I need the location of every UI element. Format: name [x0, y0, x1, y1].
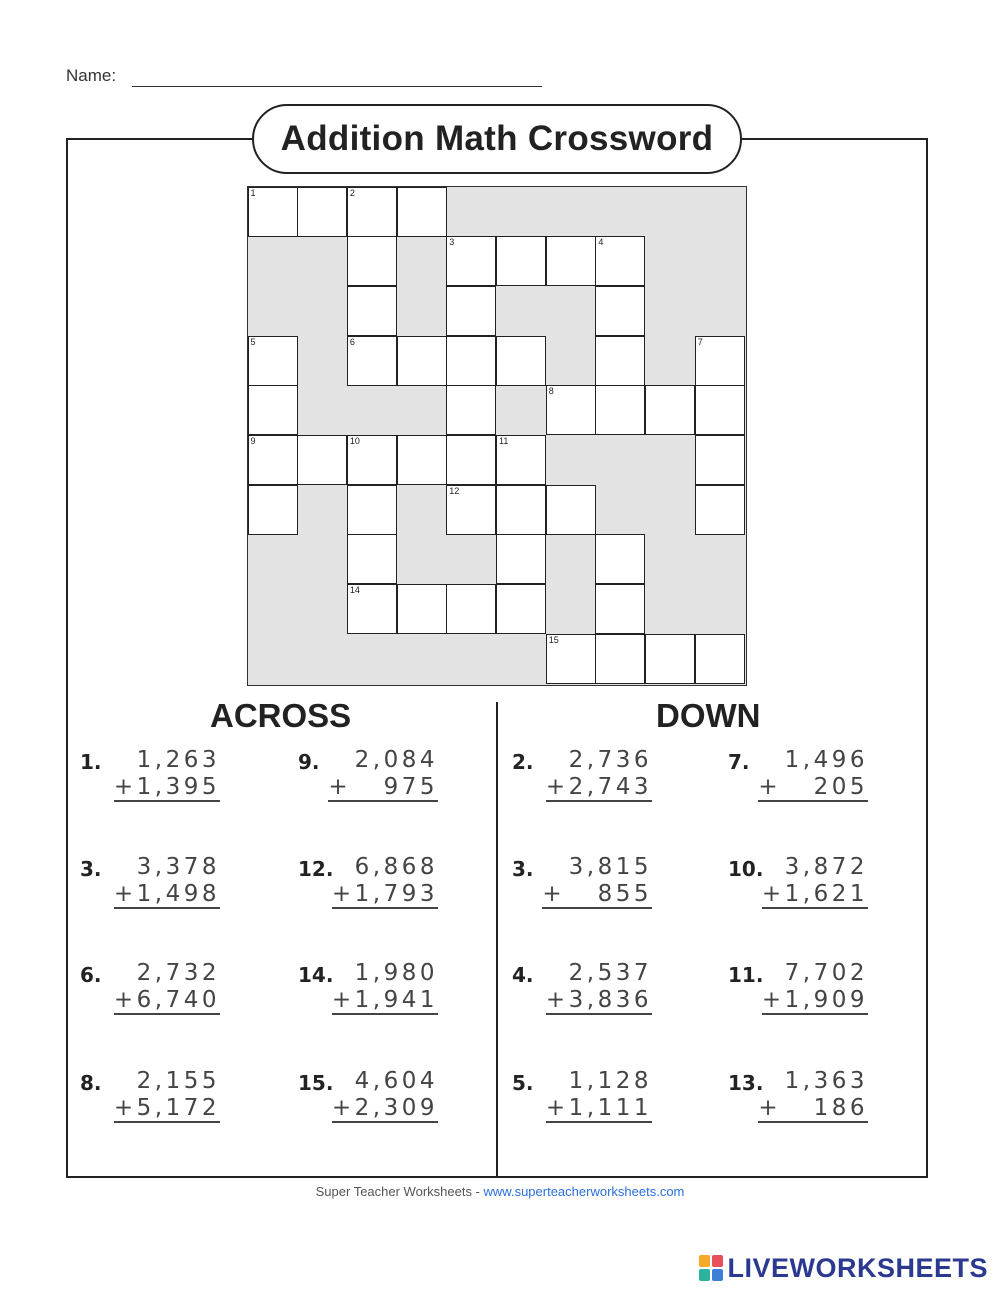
column-divider	[496, 702, 498, 1178]
grid-cell[interactable]	[248, 336, 298, 386]
logo-square-icon	[712, 1269, 723, 1281]
addend-top: 3,872	[784, 854, 868, 880]
grid-cell[interactable]	[496, 534, 546, 584]
grid-cell[interactable]	[446, 584, 496, 634]
grid-cell[interactable]	[546, 236, 596, 286]
grid-cell[interactable]	[695, 634, 745, 684]
addend-top: 2,736	[568, 747, 652, 773]
clue-number: 3.	[80, 857, 102, 881]
cell-number: 5	[250, 336, 256, 347]
clue	[80, 854, 250, 919]
grid-cell[interactable]	[695, 385, 745, 435]
clue-number: 15.	[298, 1071, 334, 1095]
cell-number: 2	[349, 187, 355, 198]
grid-cell[interactable]	[595, 584, 645, 634]
addend-top: 4,604	[354, 1068, 438, 1094]
grid-cell[interactable]	[397, 336, 447, 386]
clue-number: 11.	[728, 963, 764, 987]
cell-number: 9	[250, 436, 256, 446]
footer-source: Super Teacher Worksheets -	[315, 1184, 484, 1199]
logo-square-icon	[699, 1255, 710, 1267]
addend-bottom: +1,909	[761, 987, 868, 1013]
clue-number: 7.	[728, 750, 750, 774]
clue	[80, 747, 250, 812]
grid-cell[interactable]	[695, 435, 745, 485]
clue-number: 10.	[728, 857, 764, 881]
grid-cell[interactable]	[248, 187, 298, 237]
grid-cell[interactable]	[347, 336, 397, 386]
addend-top: 1,496	[784, 747, 868, 773]
grid-cell[interactable]	[595, 336, 645, 386]
addend-bottom: +1,395	[113, 774, 220, 800]
clue-number: 4.	[512, 963, 534, 987]
logo-text: LIVEWORKSHEETS	[727, 1252, 988, 1283]
grid-cell[interactable]	[645, 385, 695, 435]
logo-square-icon	[712, 1255, 723, 1267]
addend-bottom: + 975	[328, 774, 438, 800]
addend-bottom: +5,172	[113, 1095, 220, 1121]
addend-top: 7,702	[784, 960, 868, 986]
down-heading: DOWN	[656, 697, 761, 734]
addend-top: 3,378	[136, 854, 220, 880]
grid-cell[interactable]	[397, 435, 447, 485]
clue	[298, 1068, 468, 1133]
clue	[728, 960, 898, 1025]
addend-top: 3,815	[568, 854, 652, 880]
footer-link[interactable]: www.superteacherworksheets.com	[483, 1184, 685, 1199]
footer	[0, 1184, 1000, 1199]
addend-top: 2,084	[354, 747, 438, 773]
addend-bottom: +6,740	[113, 987, 220, 1013]
name-label: Name:	[66, 66, 117, 85]
grid-cell[interactable]	[397, 584, 447, 634]
grid-cell[interactable]	[595, 634, 645, 684]
grid-cell[interactable]	[248, 485, 298, 535]
clue	[728, 854, 898, 919]
clue	[512, 854, 682, 919]
grid-cell[interactable]	[496, 485, 546, 535]
grid-cell[interactable]	[347, 187, 397, 237]
page-title: Addition Math Crossword	[280, 119, 714, 158]
grid-cell[interactable]	[397, 187, 447, 237]
grid-cell[interactable]	[546, 634, 596, 684]
grid-cell[interactable]	[446, 485, 496, 535]
grid-cell[interactable]	[546, 485, 596, 535]
liveworksheets-icon	[699, 1255, 723, 1281]
grid-cell[interactable]	[446, 236, 496, 286]
clue-number: 12.	[298, 857, 334, 881]
grid-cell[interactable]	[645, 634, 695, 684]
grid-cell[interactable]	[297, 187, 347, 237]
addend-top: 2,155	[136, 1068, 220, 1094]
clue-number: 1.	[80, 750, 102, 774]
grid-cell[interactable]	[595, 286, 645, 336]
grid-cell[interactable]	[496, 236, 546, 286]
logo-square-icon	[699, 1269, 710, 1281]
clue-number: 3.	[512, 857, 534, 881]
liveworksheets-logo[interactable]	[699, 1252, 988, 1284]
cell-number: 8	[548, 386, 554, 397]
addend-bottom: +2,743	[545, 774, 652, 800]
addend-bottom: +1,793	[331, 881, 438, 907]
grid-cell[interactable]	[546, 385, 596, 435]
grid-cell[interactable]	[496, 435, 546, 485]
clue	[80, 960, 250, 1025]
clue-number: 14.	[298, 963, 334, 987]
grid-cell[interactable]	[347, 236, 397, 286]
clue-number: 2.	[512, 750, 534, 774]
grid-cell[interactable]	[347, 534, 397, 584]
across-heading: ACROSS	[210, 697, 352, 734]
grid-cell[interactable]	[446, 435, 496, 485]
grid-cell[interactable]	[347, 435, 397, 485]
cell-number: 14	[349, 585, 360, 596]
clue	[512, 960, 682, 1025]
addend-bottom: +2,309	[331, 1095, 438, 1121]
grid-cell[interactable]	[695, 485, 745, 535]
grid-cell[interactable]	[248, 435, 298, 485]
grid-cell[interactable]	[496, 584, 546, 634]
cell-number: 1	[250, 187, 256, 198]
addend-bottom: + 855	[542, 881, 652, 907]
clue-number: 6.	[80, 963, 102, 987]
grid-cell[interactable]	[446, 286, 496, 336]
clue-number: 8.	[80, 1071, 102, 1095]
clue-number: 9.	[298, 750, 320, 774]
clue	[512, 1068, 682, 1133]
addend-bottom: +3,836	[545, 987, 652, 1013]
clue	[298, 854, 468, 919]
cell-number: 7	[697, 336, 703, 347]
addend-top: 6,868	[354, 854, 438, 880]
cell-number: 4	[598, 237, 604, 248]
cell-number: 12	[449, 485, 460, 496]
clue	[728, 747, 898, 812]
addend-bottom: +1,941	[331, 987, 438, 1013]
addend-bottom: +1,111	[545, 1095, 652, 1121]
cell-number: 10	[349, 436, 360, 446]
grid-cell[interactable]	[297, 435, 347, 485]
clue	[512, 747, 682, 812]
clue	[728, 1068, 898, 1133]
addend-top: 1,980	[354, 960, 438, 986]
cell-number: 11	[499, 436, 509, 446]
addend-top: 1,128	[568, 1068, 652, 1094]
grid-cell[interactable]	[695, 336, 745, 386]
addend-top: 1,263	[136, 747, 220, 773]
cell-number: 6	[349, 336, 355, 347]
addend-bottom: + 186	[758, 1095, 868, 1121]
addend-bottom: + 205	[758, 774, 868, 800]
grid-cell[interactable]	[347, 485, 397, 535]
addend-bottom: +1,498	[113, 881, 220, 907]
grid-cell[interactable]	[347, 286, 397, 336]
grid-cell[interactable]	[446, 385, 496, 435]
crossword-grid	[247, 186, 747, 686]
name-line[interactable]	[132, 86, 542, 87]
grid-cell[interactable]	[595, 236, 645, 286]
clue	[298, 960, 468, 1025]
cell-number: 3	[449, 237, 455, 248]
addend-bottom: +1,621	[761, 881, 868, 907]
clue	[298, 747, 468, 812]
title-box	[252, 104, 742, 174]
grid-cell[interactable]	[248, 385, 298, 435]
grid-cell[interactable]	[595, 385, 645, 435]
clue-number: 13.	[728, 1071, 764, 1095]
grid-cell[interactable]	[347, 584, 397, 634]
addend-top: 1,363	[784, 1068, 868, 1094]
clue	[80, 1068, 250, 1133]
grid-cell[interactable]	[496, 336, 546, 386]
clue-number: 5.	[512, 1071, 534, 1095]
addend-top: 2,537	[568, 960, 652, 986]
grid-cell[interactable]	[446, 336, 496, 386]
addend-top: 2,732	[136, 960, 220, 986]
cell-number: 15	[548, 634, 559, 645]
grid-cell[interactable]	[595, 534, 645, 584]
